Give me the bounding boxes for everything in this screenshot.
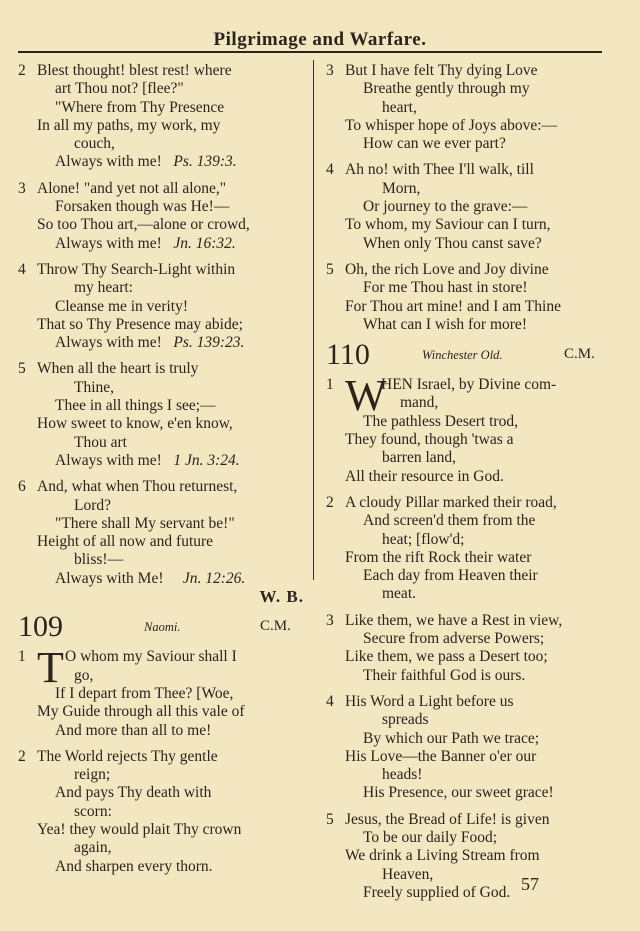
stanza-5-right [326, 261, 606, 334]
stanza-number: 1 [326, 376, 334, 394]
verse-line: That so Thy Presence may abide; [37, 315, 243, 333]
verse-line: Height of all now and future [37, 533, 214, 551]
verse-line: Or journey to the grave:— [363, 198, 528, 216]
verse-line: go, [74, 666, 94, 684]
verse-line: To be our daily Food; [363, 828, 498, 846]
verse-line: O whom my Saviour shall I [65, 648, 237, 666]
verse-line: Morn, [382, 179, 421, 197]
verse-line: Like them, we have a Rest in view, [345, 611, 563, 629]
stanza-number: 2 [18, 747, 26, 765]
meter: C.M. [260, 618, 291, 635]
stanza-3 [18, 180, 304, 253]
verse-line: His Presence, our sweet grace! [363, 784, 554, 802]
verse-line: Thou art [74, 433, 127, 451]
refrain-line: Always with me! [55, 451, 162, 469]
stanza-3-right [326, 62, 606, 153]
verse-line: To whom, my Saviour can I turn, [345, 216, 551, 234]
verse-line: HEN Israel, by Divine com- [381, 376, 557, 394]
scripture-ref: Ps. 139:3. [173, 153, 237, 171]
hymn-109-stanza-1 [18, 643, 304, 739]
hymn-110-stanza-5 [326, 811, 606, 902]
stanza-number: 5 [326, 260, 334, 278]
verse-line: When only Thou canst save? [363, 234, 542, 252]
verse-line: Cleanse me in verity! [55, 297, 188, 315]
verse-line: Their faithful God is ours. [363, 666, 526, 684]
verse-line: Oh, the rich Love and Joy divine [345, 260, 549, 278]
verse-line: How sweet to know, e'en know, [37, 415, 233, 433]
stanza-number: 3 [18, 179, 26, 197]
stanza-number: 2 [18, 62, 26, 79]
hymn-110-stanza-3 [326, 612, 606, 685]
verse-line: Alone! "and yet not all alone," [37, 179, 227, 197]
verse-line: My Guide through all this vale of [37, 703, 245, 721]
verse-line: heads! [382, 766, 423, 784]
verse-line: The World rejects Thy gentle [37, 747, 218, 765]
verse-line: Breathe gently through my [363, 80, 530, 98]
verse-line: reign; [74, 766, 111, 784]
verse-line: A cloudy Pillar marked their road, [345, 493, 557, 511]
verse-line: Lord? [74, 496, 112, 514]
verse-line: So too Thou art,—alone or crowd, [37, 216, 250, 234]
verse-line: heart, [382, 98, 417, 116]
verse-line: scorn: [74, 802, 112, 820]
stanza-2 [18, 62, 304, 172]
verse-line: barren land, [382, 449, 457, 467]
refrain-line: Always with Me! [55, 569, 164, 587]
hymn-number: 110 [326, 338, 370, 372]
verse-line: For me Thou hast in store! [363, 279, 528, 297]
verse-line: What can I wish for more! [363, 315, 527, 333]
refrain-line: Always with me! [55, 234, 162, 252]
stanza-4-right [326, 161, 606, 252]
verse-line: His Word a Light before us [345, 692, 514, 710]
verse-line: my heart: [74, 279, 133, 297]
stanza-number: 4 [326, 692, 334, 710]
verse-line: Forsaken though was He!— [55, 198, 230, 216]
drop-cap: W [345, 371, 387, 421]
verse-line: couch, [74, 135, 115, 153]
verse-line: Secure from adverse Powers; [363, 630, 545, 648]
verse-line: again, [74, 839, 112, 857]
stanza-number: 3 [326, 62, 334, 79]
verse-line: We drink a Living Stream from [345, 847, 540, 865]
verse-line: Like them, we pass a Desert too; [345, 648, 548, 666]
refrain-line: Always with me! [55, 334, 162, 352]
verse-line: And, what when Thou returnest, [37, 478, 238, 496]
hymn-number: 109 [18, 610, 63, 644]
verse-line: And more than all to me! [55, 721, 212, 739]
verse-line: All their resource in God. [345, 467, 504, 485]
verse-line: In all my paths, my work, my [37, 116, 221, 134]
verse-line: His Love—the Banner o'er our [345, 747, 537, 765]
verse-line: Freely supplied of God. [363, 883, 511, 901]
verse-line: spreads [382, 711, 429, 729]
stanza-number: 3 [326, 611, 334, 629]
scripture-ref: Ps. 139:23. [173, 334, 245, 352]
verse-line: They found, though 'twas a [345, 431, 514, 449]
stanza-number: 5 [326, 810, 334, 828]
verse-line: The pathless Desert trod, [363, 412, 518, 430]
verse-line: heat; [flow'd; [382, 530, 465, 548]
stanza-4 [18, 261, 304, 352]
verse-line: When all the heart is truly [37, 360, 199, 378]
verse-line: Blest thought! blest rest! where [37, 62, 232, 79]
verse-line: Yea! they would plait Thy crown [37, 820, 242, 838]
verse-line: bliss!— [74, 551, 124, 569]
verse-line: Ah no! with Thee I'll walk, till [345, 161, 534, 179]
hymn-110-stanza-1 [326, 371, 606, 486]
author-signature: W. B. [259, 587, 304, 607]
hymn-109-stanza-2 [18, 748, 304, 876]
verse-line: art Thou not? [flee?" [55, 80, 184, 98]
scripture-ref: Jn. 12:26. [182, 569, 246, 587]
refrain-line: Always with me! [55, 153, 162, 171]
header-rule [18, 51, 602, 53]
drop-cap: T [37, 643, 64, 693]
stanza-5 [18, 360, 304, 470]
tune-name: Winchester Old. [422, 348, 503, 363]
verse-line: By which our Path we trace; [363, 729, 540, 747]
verse-line: And pays Thy death with [55, 784, 212, 802]
stanza-6 [18, 478, 304, 606]
verse-line: But I have felt Thy dying Love [345, 62, 538, 79]
left-column [18, 62, 304, 876]
verse-line: mand, [400, 394, 439, 412]
hymn-110-heading [326, 340, 606, 374]
verse-line: Heaven, [382, 865, 434, 883]
stanza-number: 5 [18, 360, 26, 378]
stanza-number: 2 [326, 493, 334, 511]
verse-line: For Thou art mine! and I am Thine [345, 297, 561, 315]
verse-line: And screen'd them from the [363, 512, 536, 530]
verse-line: Jesus, the Bread of Life! is given [345, 810, 550, 828]
page-number: 57 [521, 874, 539, 894]
verse-line: To whisper hope of Joys above:— [345, 116, 558, 134]
stanza-number: 4 [326, 161, 334, 179]
stanza-number: 4 [18, 260, 26, 278]
verse-line: From the rift Rock their water [345, 548, 532, 566]
stanza-number: 6 [18, 478, 26, 496]
hymn-109-heading [18, 612, 304, 646]
verse-line: Thine, [74, 378, 115, 396]
right-column [326, 62, 606, 902]
verse-line: If I depart from Thee? [Woe, [55, 684, 234, 702]
page-header-title: Pilgrimage and Warfare. [213, 29, 427, 50]
verse-line: How can we ever part? [363, 135, 506, 153]
verse-line: And sharpen every thorn. [55, 857, 213, 875]
scripture-ref: Jn. 16:32. [173, 234, 236, 252]
verse-line: Throw Thy Search-Light within [37, 260, 236, 278]
verse-line: Each day from Heaven their [363, 567, 538, 585]
hymn-110-stanza-4 [326, 693, 606, 803]
scripture-ref: 1 Jn. 3:24. [173, 451, 240, 469]
verse-line: "There shall My servant be!" [55, 514, 235, 532]
column-divider [313, 60, 314, 580]
tune-name: Naomi. [144, 620, 181, 635]
verse-line: Thee in all things I see;— [55, 397, 216, 415]
hymn-110-stanza-2 [326, 494, 606, 604]
meter: C.M. [564, 346, 595, 363]
stanza-number: 1 [18, 648, 26, 666]
verse-line: meat. [382, 585, 416, 603]
verse-line: "Where from Thy Presence [55, 98, 225, 116]
